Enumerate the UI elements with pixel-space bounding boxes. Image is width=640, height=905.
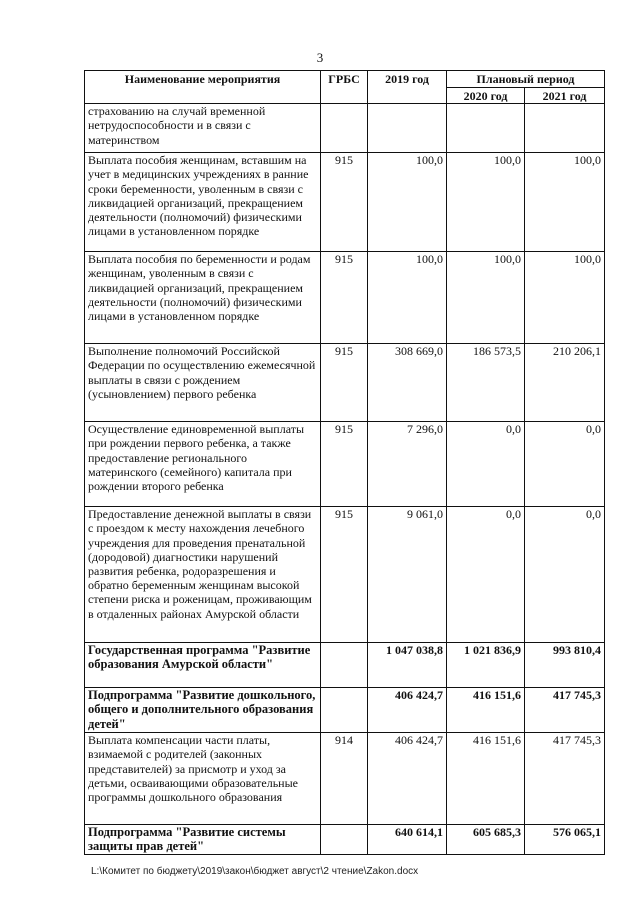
- row-name-cell: страхованию на случай временной нетрудоспособности и в связи с материнством: [85, 104, 321, 153]
- row-2021-cell: 0,0: [525, 422, 605, 507]
- budget-table: [84, 70, 605, 855]
- row-2019-cell: 100,0: [368, 252, 447, 344]
- row-2019-cell: 1 047 038,8: [368, 643, 447, 688]
- row-grbs-cell: [321, 643, 368, 688]
- row-2019-cell: 406 424,7: [368, 733, 447, 825]
- row-name-cell: Осуществление единовременной выплаты при рождении первого ребенка, а также предоставление регионального материнского (семейного) капитала при рождении второго ребенка: [85, 422, 321, 507]
- table-row-total: [85, 688, 605, 733]
- row-2020-cell: 416 151,6: [447, 733, 525, 825]
- row-2020-cell: 100,0: [447, 252, 525, 344]
- row-2021-cell: 210 206,1: [525, 344, 605, 422]
- row-grbs-cell: [321, 688, 368, 733]
- row-2020-cell: 186 573,5: [447, 344, 525, 422]
- table-body: [85, 104, 605, 855]
- row-2020-cell: 416 151,6: [447, 688, 525, 733]
- row-2021-cell: [525, 104, 605, 153]
- row-grbs-cell: 915: [321, 153, 368, 252]
- header-grbs: ГРБС: [321, 71, 368, 104]
- row-2020-cell: 100,0: [447, 153, 525, 252]
- row-2021-cell: 417 745,3: [525, 688, 605, 733]
- row-2020-cell: 1 021 836,9: [447, 643, 525, 688]
- row-name-cell: Подпрограмма "Развитие дошкольного, общего и дополнительного образования детей": [85, 688, 321, 733]
- row-2019-cell: [368, 104, 447, 153]
- row-2021-cell: 100,0: [525, 153, 605, 252]
- row-name-cell: Государственная программа "Развитие образования Амурской области": [85, 643, 321, 688]
- row-2020-cell: 0,0: [447, 422, 525, 507]
- row-name-cell: Предоставление денежной выплаты в связи с проездом к месту нахождения лечебного учреждения для проведения пренатальной (дородовой) диагностики нарушений развития ребенка, родоразрешения и обратно беременным женщинам высокой степени риска и роженицам, проживающим в отдаленных районах Амурской области: [85, 507, 321, 643]
- row-name-cell: Выплата компенсации части платы, взимаемой с родителей (законных представителей) за присмотр и уход за детьми, осваивающими образовательные программы дошкольного образования: [85, 733, 321, 825]
- row-2019-cell: 640 614,1: [368, 825, 447, 855]
- row-grbs-cell: 914: [321, 733, 368, 825]
- table-row: [85, 344, 605, 422]
- row-2019-cell: 7 296,0: [368, 422, 447, 507]
- table-row: [85, 507, 605, 643]
- row-2021-cell: 576 065,1: [525, 825, 605, 855]
- row-2019-cell: 100,0: [368, 153, 447, 252]
- row-grbs-cell: 915: [321, 252, 368, 344]
- row-2020-cell: [447, 104, 525, 153]
- header-2019: 2019 год: [368, 71, 447, 104]
- table-row: [85, 153, 605, 252]
- row-2020-cell: 0,0: [447, 507, 525, 643]
- row-2019-cell: 406 424,7: [368, 688, 447, 733]
- header-2021: 2021 год: [525, 88, 605, 104]
- row-name-cell: Подпрограмма "Развитие системы защиты прав детей": [85, 825, 321, 855]
- row-2021-cell: 417 745,3: [525, 733, 605, 825]
- footer-file-path: L:\Комитет по бюджету\2019\закон\бюджет август\2 чтение\Zakon.docx: [91, 866, 419, 877]
- row-name-cell: Выплата пособия по беременности и родам женщинам, уволенным в связи с ликвидацией организаций, прекращением деятельности (полномочий) физическими лицами в установленном порядке: [85, 252, 321, 344]
- header-2020: 2020 год: [447, 88, 525, 104]
- row-grbs-cell: 915: [321, 422, 368, 507]
- table-row: [85, 104, 605, 153]
- page-number: 3: [316, 50, 324, 65]
- row-2020-cell: 605 685,3: [447, 825, 525, 855]
- row-grbs-cell: [321, 825, 368, 855]
- table-row: [85, 733, 605, 825]
- row-grbs-cell: 915: [321, 507, 368, 643]
- row-2021-cell: 993 810,4: [525, 643, 605, 688]
- row-2019-cell: 9 061,0: [368, 507, 447, 643]
- table-row: [85, 422, 605, 507]
- row-name-cell: Выплата пособия женщинам, вставшим на учет в медицинских учреждениях в ранние сроки беременности, уволенным в связи с ликвидацией организаций, прекращением деятельности (полномочий) физическими лицами в установленном порядке: [85, 153, 321, 252]
- header-plan-period: Плановый период: [447, 71, 605, 88]
- row-2021-cell: 100,0: [525, 252, 605, 344]
- row-2021-cell: 0,0: [525, 507, 605, 643]
- row-grbs-cell: [321, 104, 368, 153]
- row-name-cell: Выполнение полномочий Российской Федерации по осуществлению ежемесячной выплаты в связи с рождением (усыновлением) первого ребенка: [85, 344, 321, 422]
- row-2019-cell: 308 669,0: [368, 344, 447, 422]
- table-header: [85, 71, 605, 104]
- row-grbs-cell: 915: [321, 344, 368, 422]
- table-row-total: [85, 643, 605, 688]
- header-name: Наименование мероприятия: [85, 71, 321, 104]
- table-row: [85, 252, 605, 344]
- table-row-total: [85, 825, 605, 855]
